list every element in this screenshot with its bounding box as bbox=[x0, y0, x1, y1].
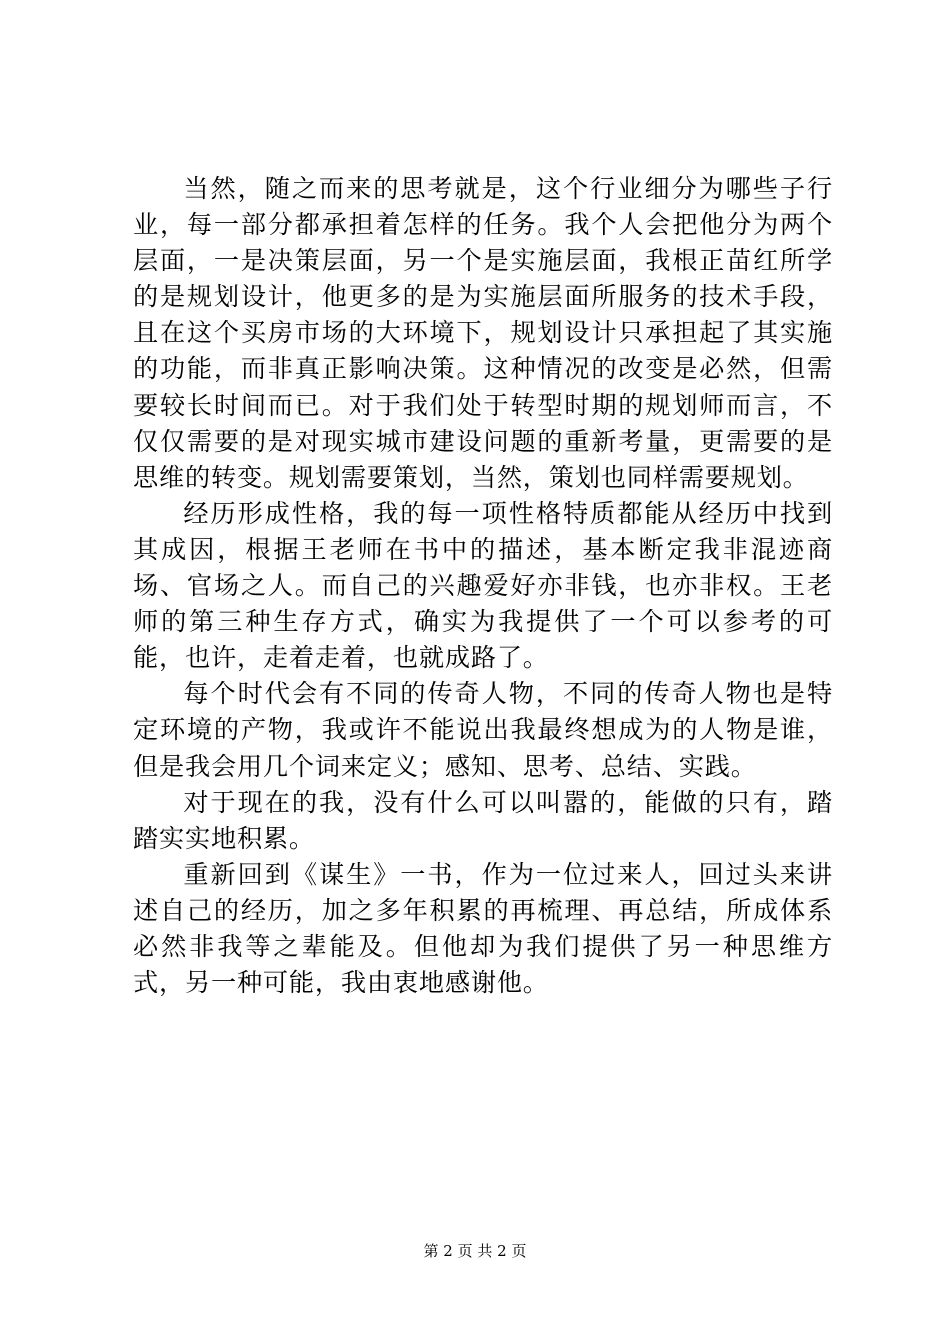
paragraph-5: 重新回到《谋生》一书，作为一位过来人，回过头来讲述自己的经历，加之多年积累的再梳理、再总结，所成体系必然非我等之辈能及。但他却为我们提供了另一种思维方式，另一种可能，我由衷地感谢他。 bbox=[133, 859, 833, 998]
paragraph-4: 对于现在的我，没有什么可以叫嚣的，能做的只有，踏踏实实地积累。 bbox=[133, 787, 833, 853]
paragraph-2: 经历形成性格，我的每一项性格特质都能从经历中找到其成因，根据王老师在书中的描述，基本断定我非混迹商场、官场之人。而自己的兴趣爱好亦非钱，也亦非权。王老师的第三种生存方式，确实为我提供了一个可以参考的可能，也许，走着走着，也就成路了。 bbox=[133, 498, 833, 673]
page-number-footer: 第 2 页 共 2 页 bbox=[423, 1242, 527, 1260]
document-body bbox=[133, 171, 833, 1001]
paragraph-3: 每个时代会有不同的传奇人物，不同的传奇人物也是特定环境的产物，我或许不能说出我最终想成为的人物是谁，但是我会用几个词来定义；感知、思考、总结、实践。 bbox=[133, 679, 833, 781]
paragraph-1: 当然，随之而来的思考就是，这个行业细分为哪些子行业，每一部分都承担着怎样的任务。我个人会把他分为两个层面，一是决策层面，另一个是实施层面，我根正苗红所学的是规划设计，他更多的是为实施层面所服务的技术手段，且在这个买房市场的大环境下，规划设计只承担起了其实施的功能，而非真正影响决策。这种情况的改变是必然，但需要较长时间而已。对于我们处于转型时期的规划师而言，不仅仅需要的是对现实城市建设问题的重新考量，更需要的是思维的转变。规划需要策划，当然，策划也同样需要规划。 bbox=[133, 174, 833, 492]
